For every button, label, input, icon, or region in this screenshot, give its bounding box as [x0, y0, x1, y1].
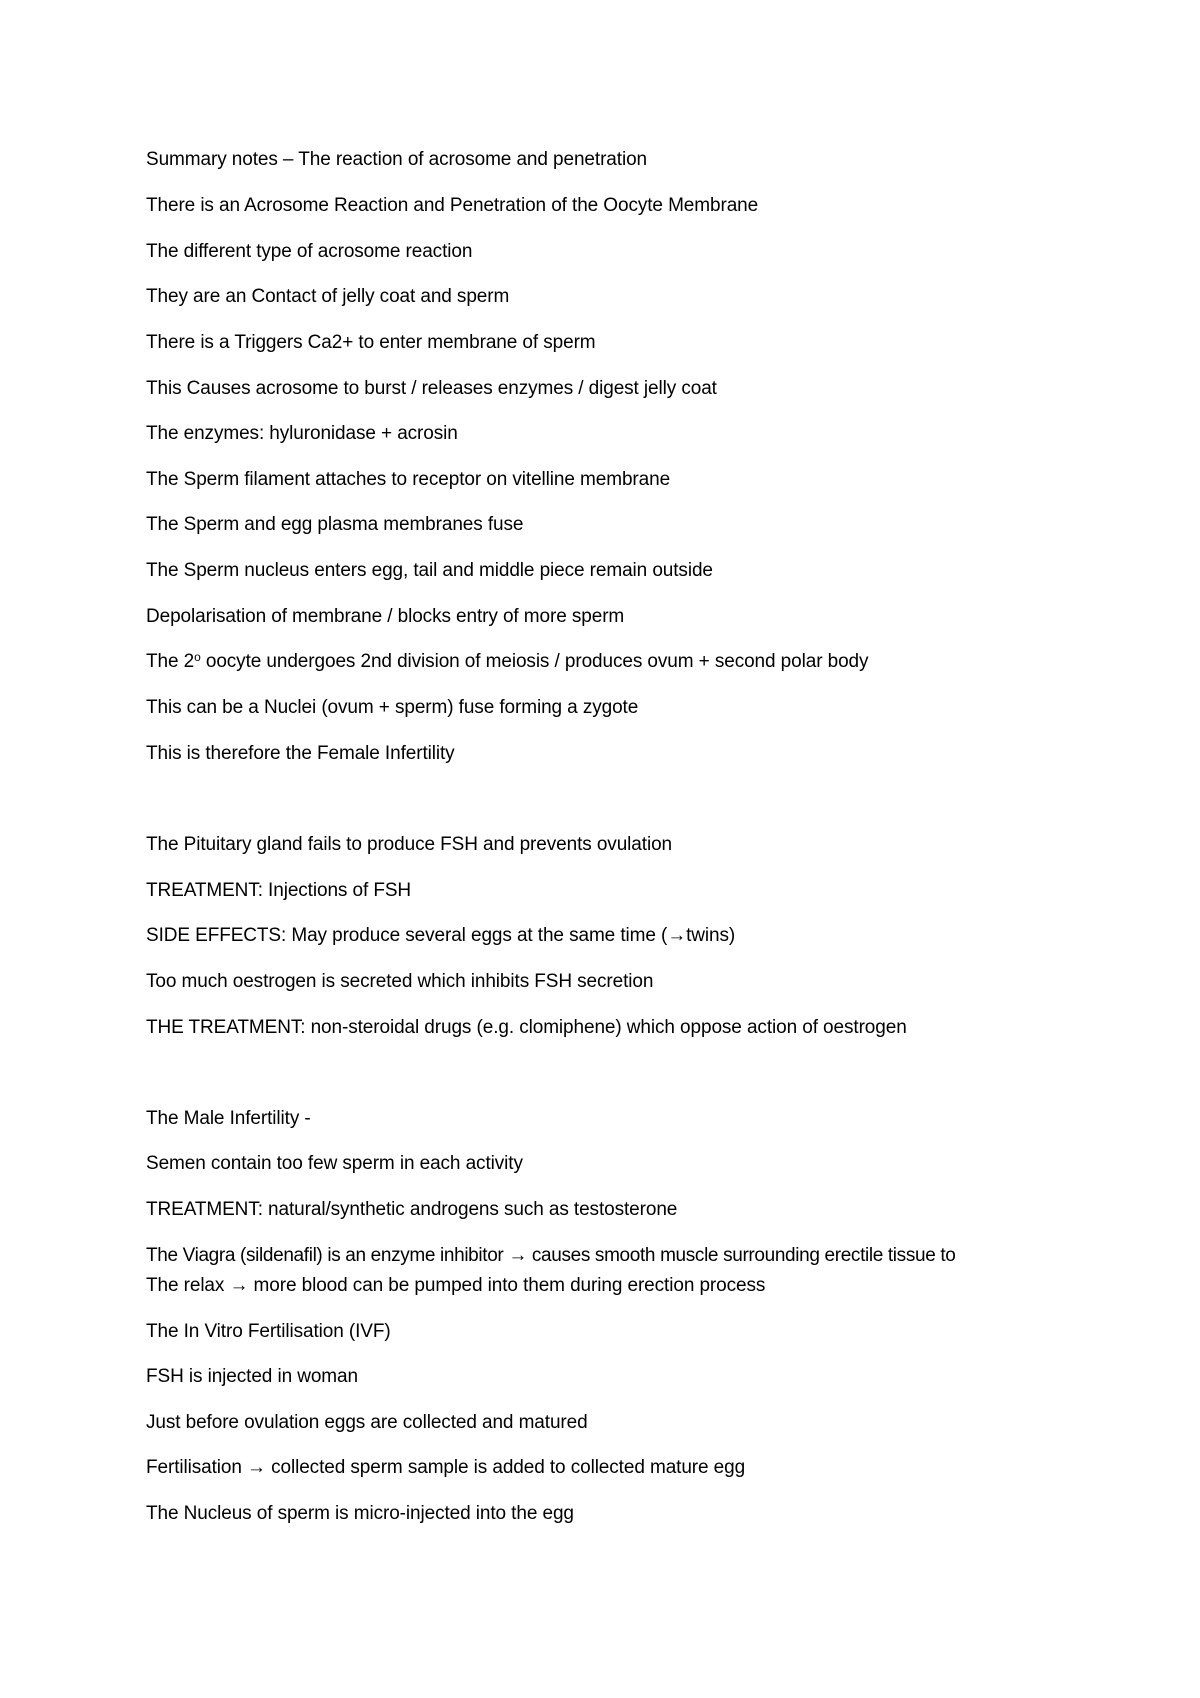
section-heading-male: The Male Infertility -	[146, 1108, 311, 1129]
secondary-superscript: o	[194, 650, 201, 664]
note-line: The Pituitary gland fails to produce FSH and prevents ovulation	[146, 834, 672, 855]
note-line: TREATMENT: natural/synthetic androgens such as testosterone	[146, 1199, 678, 1220]
note-line: The different type of acrosome reaction	[146, 241, 473, 262]
note-line: This can be a Nuclei (ovum + sperm) fuse forming a zygote	[146, 697, 639, 718]
note-line: Just before ovulation eggs are collected and matured	[146, 1412, 588, 1433]
note-line: The Sperm nucleus enters egg, tail and middle piece remain outside	[146, 560, 713, 581]
note-line: The relax → more blood can be pumped into them during erection process	[146, 1275, 766, 1296]
note-line: FSH is injected in woman	[146, 1366, 358, 1387]
note-line: The Sperm and egg plasma membranes fuse	[146, 514, 524, 535]
note-line: There is an Acrosome Reaction and Penetration of the Oocyte Membrane	[146, 195, 759, 216]
document-title: Summary notes – The reaction of acrosome and penetration	[146, 149, 647, 170]
note-line: Fertilisation → collected sperm sample is added to collected mature egg	[146, 1457, 746, 1478]
note-line: The Nucleus of sperm is micro-injected into the egg	[146, 1503, 574, 1524]
note-line: THE TREATMENT: non-steroidal drugs (e.g. clomiphene) which oppose action of oestrogen	[146, 1017, 907, 1038]
note-line: There is a Triggers Ca2+ to enter membrane of sperm	[146, 332, 596, 353]
section-heading-female: This is therefore the Female Infertility	[146, 743, 455, 764]
meiosis-line	[146, 650, 868, 674]
note-line: Too much oestrogen is secreted which inhibits FSH secretion	[146, 971, 654, 992]
section-heading-ivf: The In Vitro Fertilisation (IVF)	[146, 1321, 391, 1342]
note-line: They are an Contact of jelly coat and sperm	[146, 286, 510, 307]
meiosis-suffix: oocyte undergoes 2nd division of meiosis / produces ovum + second polar body	[200, 651, 869, 672]
note-line: This Causes acrosome to burst / releases enzymes / digest jelly coat	[146, 378, 717, 399]
note-line: The Sperm filament attaches to receptor on vitelline membrane	[146, 469, 671, 490]
note-line: Depolarisation of membrane / blocks entry of more sperm	[146, 606, 625, 627]
meiosis-prefix: The 2	[146, 651, 195, 672]
note-line: Semen contain too few sperm in each activity	[146, 1153, 523, 1174]
note-line: The enzymes: hyluronidase + acrosin	[146, 423, 458, 444]
note-line: TREATMENT: Injections of FSH	[146, 880, 412, 901]
note-line: SIDE EFFECTS: May produce several eggs at the same time (→twins)	[146, 925, 736, 946]
note-line: The Viagra (sildenafil) is an enzyme inhibitor → causes smooth muscle surrounding erectile tissue to	[146, 1245, 956, 1266]
